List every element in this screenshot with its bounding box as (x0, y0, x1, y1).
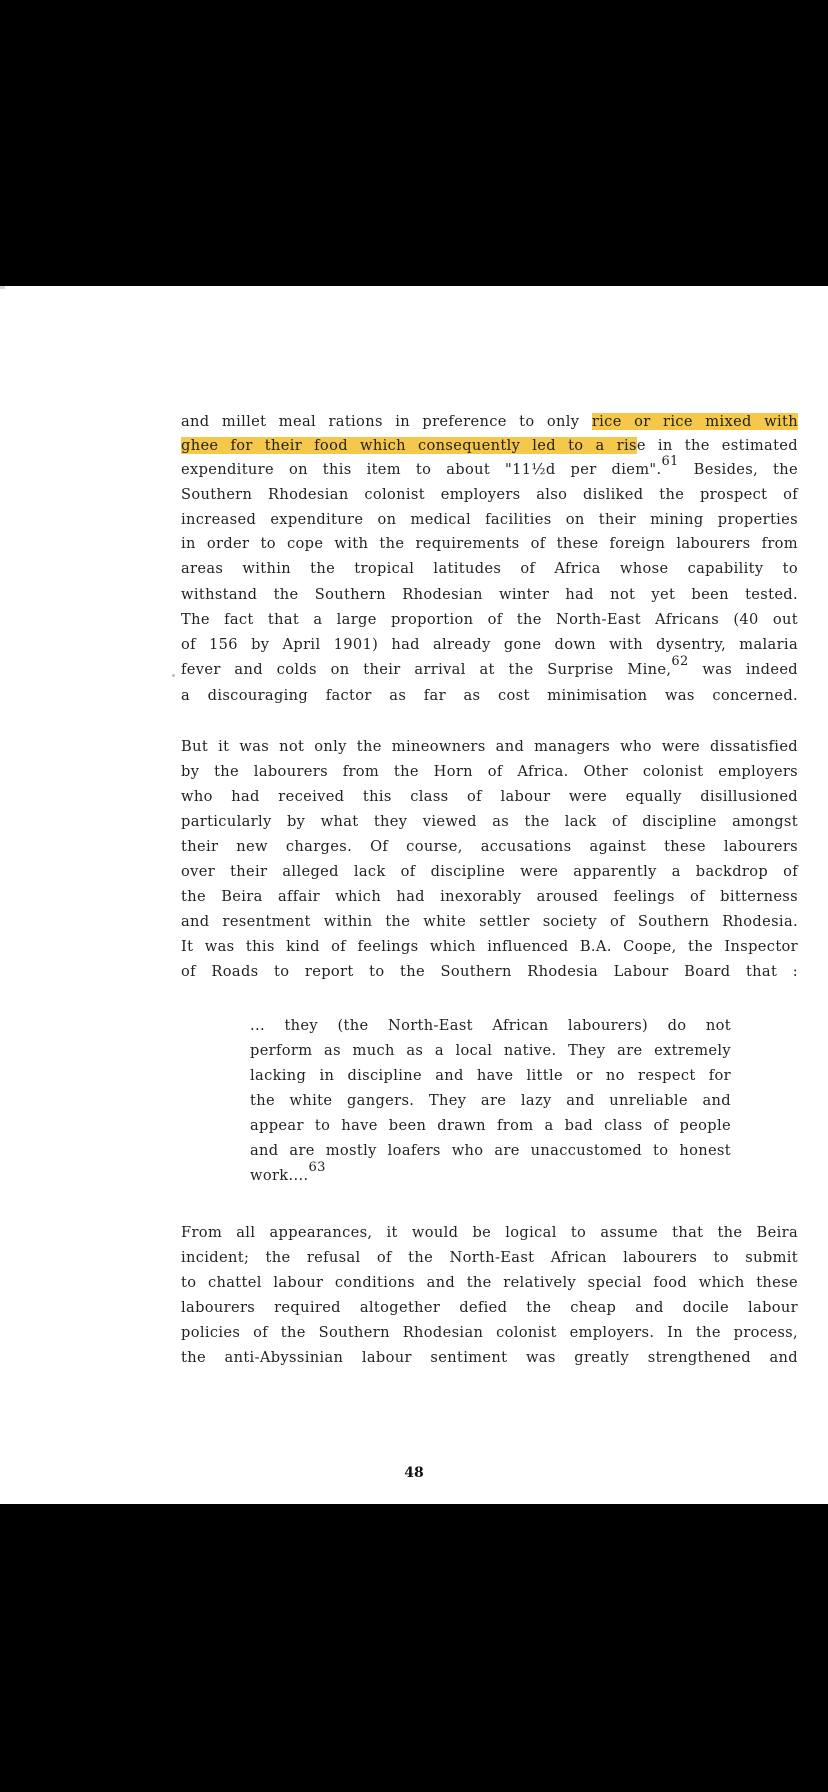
p1-line-9: The fact that a large proportion of the North-East Africans (40 out (181, 611, 798, 628)
text-run: Besides, the (678, 461, 798, 478)
p2-line-9: It was this kind of feelings which influenced B.A. Coope, the Inspector (181, 938, 798, 955)
quote-line-7 (250, 1160, 731, 1188)
quote-line-6: and are mostly loafers who are unaccustomed to honest (250, 1142, 731, 1159)
p1-line-3 (181, 454, 798, 482)
quote-line-1: ... they (the North-East African labourers) do not (250, 1017, 731, 1034)
text-run: and millet meal rations in preference to only (181, 413, 592, 430)
p1-line-8: withstand the Southern Rhodesian winter had not yet been tested. (181, 586, 798, 603)
quote-line-2: perform as much as a local native. They are extremely (250, 1042, 731, 1059)
text-run: fever and colds on their arrival at the Surprise Mine, (181, 661, 672, 678)
p2-line-8: and resentment within the white settler society of Southern Rhodesia. (181, 913, 798, 930)
p1-line-2 (181, 434, 798, 458)
p2-line-3: who had received this class of labour were equally disillusioned (181, 788, 798, 805)
highlighted-text[interactable]: rice or rice mixed with (591, 413, 798, 430)
p1-line-12: a discouraging factor as far as cost minimisation was concerned. (181, 687, 798, 704)
p3-line-5: policies of the Southern Rhodesian colonist employers. In the process, (181, 1324, 798, 1341)
p3-line-4: labourers required altogether defied the cheap and docile labour (181, 1299, 798, 1316)
p1-line-1 (181, 410, 798, 434)
p3-line-3: to chattel labour conditions and the relatively special food which these (181, 1274, 798, 1291)
document-page (0, 286, 828, 1504)
p3-line-2: incident; the refusal of the North-East African labourers to submit (181, 1249, 798, 1266)
p1-line-4: Southern Rhodesian colonist employers also disliked the prospect of (181, 486, 798, 503)
p2-line-10: of Roads to report to the Southern Rhodesia Labour Board that : (181, 963, 798, 980)
p2-line-7: the Beira affair which had inexorably aroused feelings of bitterness (181, 888, 798, 905)
scan-speck (172, 674, 175, 677)
text-run: work.... (250, 1167, 309, 1184)
p2-line-2: by the labourers from the Horn of Africa. Other colonist employers (181, 763, 798, 780)
p3-line-1: From all appearances, it would be logical to assume that the Beira (181, 1224, 798, 1241)
p3-line-6: the anti-Abyssinian labour sentiment was greatly strengthened and (181, 1349, 798, 1366)
p1-line-6: in order to cope with the requirements of these foreign labourers from (181, 535, 798, 552)
p1-line-10: of 156 by April 1901) had already gone down with dysentry, malaria (181, 636, 798, 653)
quote-line-3: lacking in discipline and have little or no respect for (250, 1067, 731, 1084)
p2-line-6: over their alleged lack of discipline were apparently a backdrop of (181, 863, 798, 880)
highlighted-text[interactable]: ghee for their food which consequently led to a ris (181, 437, 637, 454)
quote-line-5: appear to have been drawn from a bad class of people (250, 1117, 731, 1134)
p2-line-4: particularly by what they viewed as the lack of discipline amongst (181, 813, 798, 830)
text-run: expenditure on this item to about "11½d per diem". (181, 461, 662, 478)
p1-line-7: areas within the tropical latitudes of Africa whose capability to (181, 560, 798, 577)
p2-line-1: But it was not only the mineowners and managers who were dissatisfied (181, 738, 798, 755)
page-number: 48 (404, 1465, 424, 1481)
footnote-ref: 63 (308, 1160, 326, 1175)
p1-line-5: increased expenditure on medical facilities on their mining properties (181, 511, 798, 528)
quote-line-4: the white gangers. They are lazy and unreliable and (250, 1092, 731, 1109)
p2-line-5: their new charges. Of course, accusations against these labourers (181, 838, 798, 855)
p1-line-11 (181, 654, 798, 682)
page-edge-mark (0, 286, 5, 289)
text-run: was indeed (688, 661, 798, 678)
text-run: e in the estimated (636, 437, 798, 454)
footnote-ref: 61 (661, 454, 679, 469)
footnote-ref: 62 (671, 654, 689, 669)
